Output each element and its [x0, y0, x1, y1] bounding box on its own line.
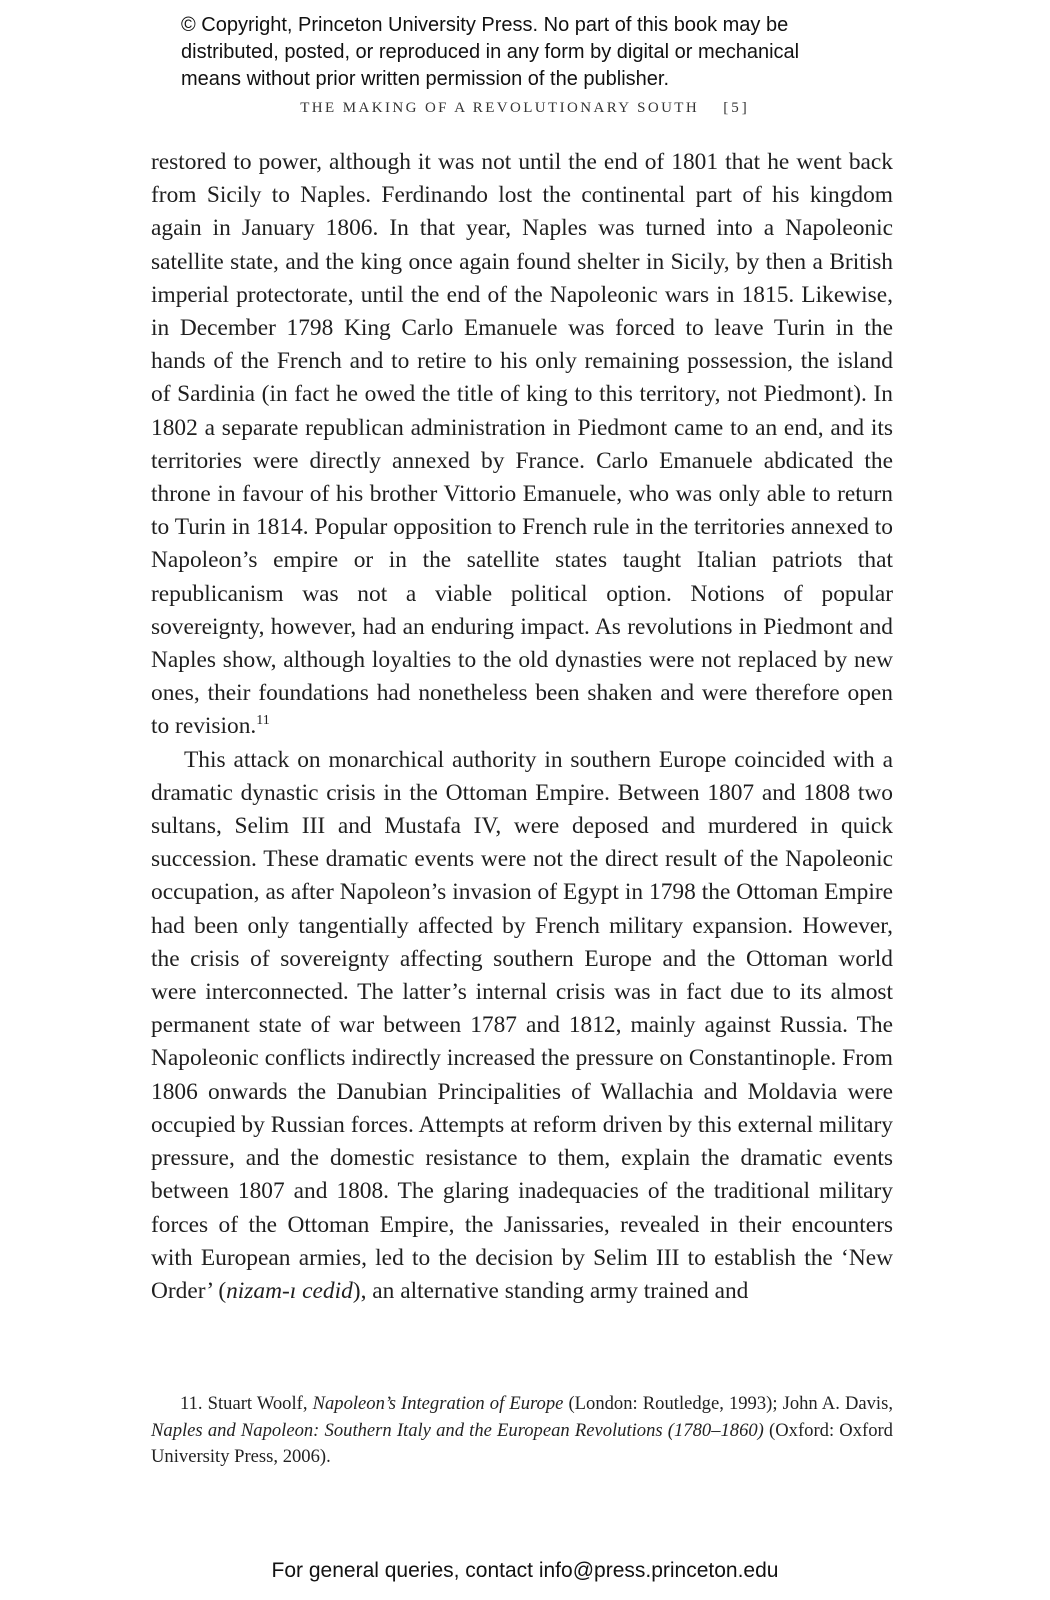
footnote-publication: (Oxford: Oxford University Press, 2006). — [151, 1419, 893, 1467]
footnote-number: 11. — [180, 1393, 203, 1414]
paragraph-text: ), an alternative standing army trained and — [352, 1277, 749, 1304]
paragraph — [151, 744, 893, 1308]
running-head-title: THE MAKING OF A REVOLUTIONARY SOUTH — [300, 100, 700, 116]
italic-term: nizam-ı cedid — [226, 1277, 353, 1304]
copyright-notice — [181, 12, 901, 93]
copyright-line: © Copyright, Princeton University Press. No part of this book may be — [181, 14, 789, 36]
footnote-reference: 11 — [256, 713, 270, 729]
footnote-title: Naples and Napoleon: Southern Italy and the European Revolutions (1780–1860) — [151, 1419, 764, 1441]
footnote-publication: (London: Routledge, 1993); John A. Davis, — [568, 1393, 893, 1414]
page-footer: For general queries, contact info@press.princeton.edu — [271, 1559, 779, 1582]
copyright-line: distributed, posted, or reproduced in any form by digital or mechanical — [181, 41, 800, 63]
page-number: [5] — [723, 100, 750, 116]
running-head — [0, 100, 1050, 117]
paragraph — [151, 146, 893, 744]
footnote-author: Stuart Woolf, — [207, 1393, 308, 1414]
footnote-title: Napoleon’s Integration of Europe — [312, 1393, 564, 1414]
copyright-line: means without prior written permission of the publisher. — [181, 68, 670, 90]
paragraph-text: restored to power, although it was not until the end of 1801 that he went back from Sicily to Naples. Ferdinando lost the continental part of his kingdom again in January 1806. In that year, Naples was turned into a Napoleonic satellite state, and the king once again found shelter in Sicily, by then a British imperial protectorate, until the end of the Napoleonic wars in 1815. Likewise, in December 1798 King Carlo Emanuele was forced to leave Turin in the hands of the French and to retire to his only remaining possession, the island of Sardinia (in fact he owed the title of king to this territory, not Piedmont). In 1802 a separate republican administration in Piedmont came to an end, and its territories were directly annexed by France. Carlo Emanuele abdicated the throne in favour of his brother Vittorio Emanuele, who was only able to return to Turin in 1814. Popular opposition to French rule in the territories annexed to Napoleon’s empire or in the satellite states taught Italian patriots that republicanism was not a viable political option. Notions of popular sovereignty, however, had an enduring impact. As revolutions in Piedmont and Naples show, although loyalties to the old dynasties were not replaced by new ones, their foundations had nonetheless been shaken and were therefore open to revision. — [151, 149, 893, 740]
footnote — [151, 1391, 893, 1471]
body-text — [151, 146, 893, 1308]
paragraph-text: This attack on monarchical authority in southern Europe coincided with a dramatic dynastic crisis in the Ottoman Empire. Between 1807 and 1808 two sultans, Selim III and Mustafa IV, were deposed and murdered in quick succession. These dramatic events were not the direct result of the Napoleonic occupation, as after Napoleon’s invasion of Egypt in 1798 the Ottoman Empire had been only tangentially affected by French military expansion. However, the crisis of sovereignty affecting southern Europe and the Ottoman world were interconnected. The latter’s internal crisis was in fact due to its almost permanent state of war between 1787 and 1812, mainly against Russia. The Napoleonic conflicts indirectly increased the pressure on Constantinople. From 1806 onwards the Danubian Principalities of Wallachia and Moldavia were occupied by Russian forces. Attempts at reform driven by this external military pressure, and the domestic resistance to them, explain the dramatic events between 1807 and 1808. The glaring inadequacies of the traditional military forces of the Ottoman Empire, the Janissaries, revealed in their encounters with European armies, led to the decision by Selim III to establish the ‘New Order’ ( — [151, 746, 893, 1304]
